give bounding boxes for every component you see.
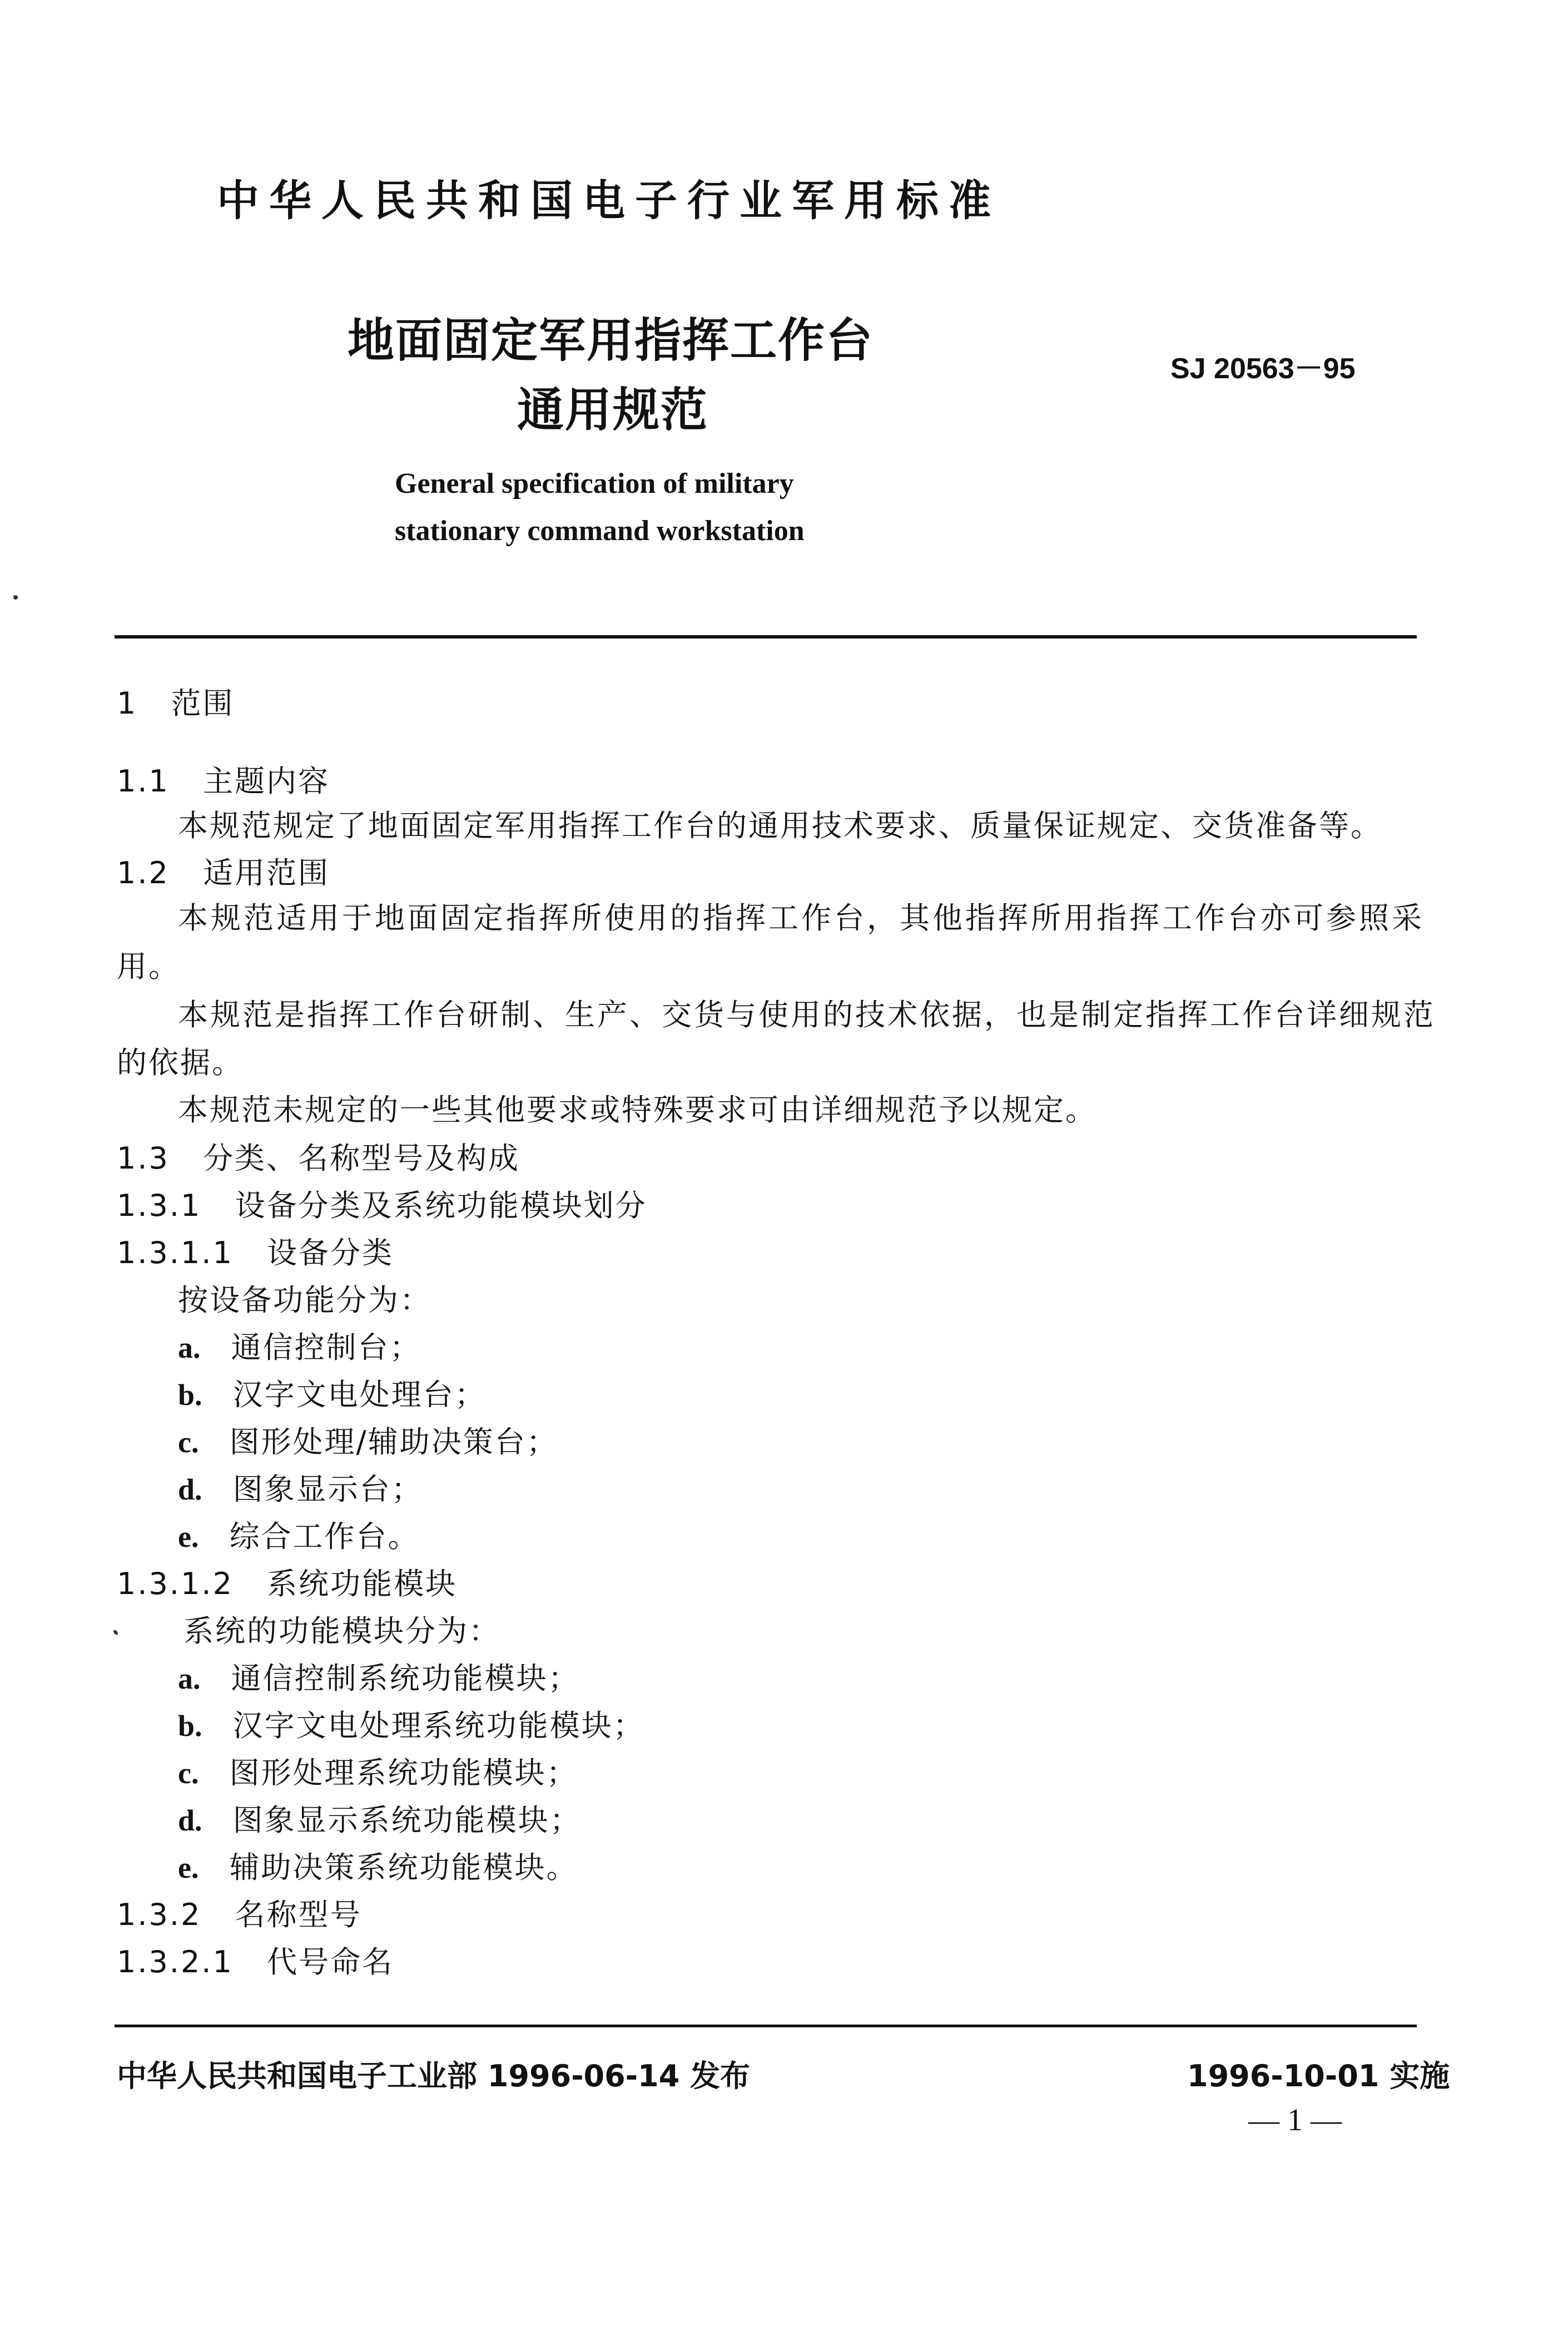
list-item bbox=[178, 1513, 420, 1556]
document-title-line2: 通用规范 bbox=[517, 383, 709, 437]
list-item bbox=[178, 1324, 421, 1367]
list-item bbox=[178, 1796, 582, 1839]
section-number: 1.3.1.1 bbox=[117, 1235, 234, 1270]
english-title-line2: stationary command workstation bbox=[395, 515, 805, 547]
list-letter: e. bbox=[178, 1851, 199, 1884]
issue-statement: 中华人民共和国电子工业部 1996-06-14 发布 bbox=[117, 2058, 751, 2094]
equipment-classification-intro: 按设备功能分为： bbox=[178, 1283, 431, 1318]
list-item bbox=[178, 1844, 578, 1887]
section-number: 1.3.2.1 bbox=[117, 1944, 234, 1979]
section-number: 1.3.2 bbox=[117, 1897, 202, 1932]
section-number: 1.3 bbox=[117, 1141, 170, 1176]
section-1-3-2-heading bbox=[117, 1891, 362, 1934]
list-text: 汉字文电处理台； bbox=[232, 1377, 487, 1412]
list-item bbox=[178, 1418, 558, 1461]
list-item bbox=[178, 1466, 423, 1508]
scan-speck bbox=[112, 1629, 118, 1636]
section-1-2-heading bbox=[117, 849, 330, 892]
list-letter: b. bbox=[178, 1709, 202, 1743]
list-letter: d. bbox=[178, 1804, 202, 1837]
footer-divider bbox=[115, 2025, 1417, 2027]
standard-code: SJ 20563－95 bbox=[1170, 353, 1356, 385]
section-title: 设备分类 bbox=[267, 1235, 394, 1270]
list-letter: a. bbox=[178, 1331, 201, 1364]
section-title: 代号命名 bbox=[267, 1944, 394, 1979]
list-letter: a. bbox=[178, 1662, 201, 1695]
list-item bbox=[178, 1749, 578, 1792]
list-text: 图象显示系统功能模块； bbox=[232, 1803, 582, 1838]
list-item bbox=[178, 1371, 487, 1414]
section-number: 1.3.1 bbox=[117, 1188, 202, 1223]
list-item bbox=[178, 1702, 645, 1745]
list-text: 汉字文电处理系统功能模块； bbox=[232, 1708, 645, 1743]
section-title: 主题内容 bbox=[203, 764, 330, 799]
section-1-3-heading bbox=[117, 1135, 520, 1177]
list-letter: c. bbox=[178, 1756, 199, 1790]
section-1-2-paragraph-1-line-2: 用。 bbox=[117, 949, 180, 984]
section-1-3-1-2-heading bbox=[117, 1560, 457, 1603]
list-text: 辅助决策系统功能模块。 bbox=[229, 1850, 578, 1885]
section-1-3-1-1-heading bbox=[117, 1229, 394, 1272]
list-text: 图象显示台； bbox=[232, 1472, 423, 1507]
list-letter: e. bbox=[178, 1520, 199, 1553]
section-1-2-paragraph-3: 本规范未规定的一些其他要求或特殊要求可由详细规范予以规定。 bbox=[178, 1092, 1097, 1127]
section-number: 1 bbox=[117, 686, 138, 721]
list-text: 图形处理/辅助决策台； bbox=[229, 1424, 558, 1459]
list-text: 通信控制台； bbox=[231, 1330, 421, 1365]
english-title-line1: General specification of military bbox=[395, 468, 794, 499]
list-text: 综合工作台。 bbox=[229, 1519, 420, 1554]
effective-date: 1996-10-01 实施 bbox=[1187, 2058, 1450, 2094]
function-modules-intro: 系统的功能模块分为： bbox=[183, 1614, 500, 1649]
list-letter: d. bbox=[178, 1473, 202, 1506]
section-title: 分类、名称型号及构成 bbox=[203, 1141, 520, 1176]
section-1-1-heading bbox=[117, 758, 330, 800]
document-title-line1: 地面固定军用指挥工作台 bbox=[348, 313, 874, 368]
section-1-2-paragraph-2-line-2: 的依据。 bbox=[117, 1045, 244, 1080]
list-text: 图形处理系统功能模块； bbox=[229, 1755, 578, 1790]
section-1-3-2-1-heading bbox=[117, 1938, 394, 1981]
section-title: 系统功能模块 bbox=[267, 1566, 458, 1601]
list-item bbox=[178, 1655, 580, 1697]
section-number: 1.3.1.2 bbox=[117, 1566, 234, 1601]
section-number: 1.2 bbox=[117, 855, 170, 890]
section-1-2-paragraph-1-line-1: 本规范适用于地面固定指挥所使用的指挥工作台，其他指挥所用指挥工作台亦可参照采 bbox=[178, 900, 1425, 936]
list-letter: c. bbox=[178, 1426, 199, 1459]
header-divider bbox=[115, 635, 1417, 639]
section-1-3-1-heading bbox=[117, 1182, 647, 1225]
standard-type-heading: 中华人民共和国电子行业军用标准 bbox=[217, 176, 1001, 225]
section-1-2-paragraph-2-line-1: 本规范是指挥工作台研制、生产、交货与使用的技术依据，也是制定指挥工作台详细规范 bbox=[178, 997, 1436, 1032]
section-number: 1.1 bbox=[117, 764, 170, 799]
list-letter: b. bbox=[178, 1378, 202, 1412]
section-title: 范围 bbox=[171, 686, 235, 721]
section-1-1-body: 本规范规定了地面固定军用指挥工作台的通用技术要求、质量保证规定、交货准备等。 bbox=[178, 808, 1382, 843]
page-number: — 1 — bbox=[1248, 2103, 1342, 2137]
list-text: 通信控制系统功能模块； bbox=[231, 1661, 580, 1696]
scan-speck bbox=[13, 595, 18, 600]
section-title: 名称型号 bbox=[235, 1897, 362, 1932]
section-title: 适用范围 bbox=[203, 855, 330, 890]
section-title: 设备分类及系统功能模块划分 bbox=[235, 1188, 647, 1223]
section-1-heading bbox=[117, 680, 235, 722]
